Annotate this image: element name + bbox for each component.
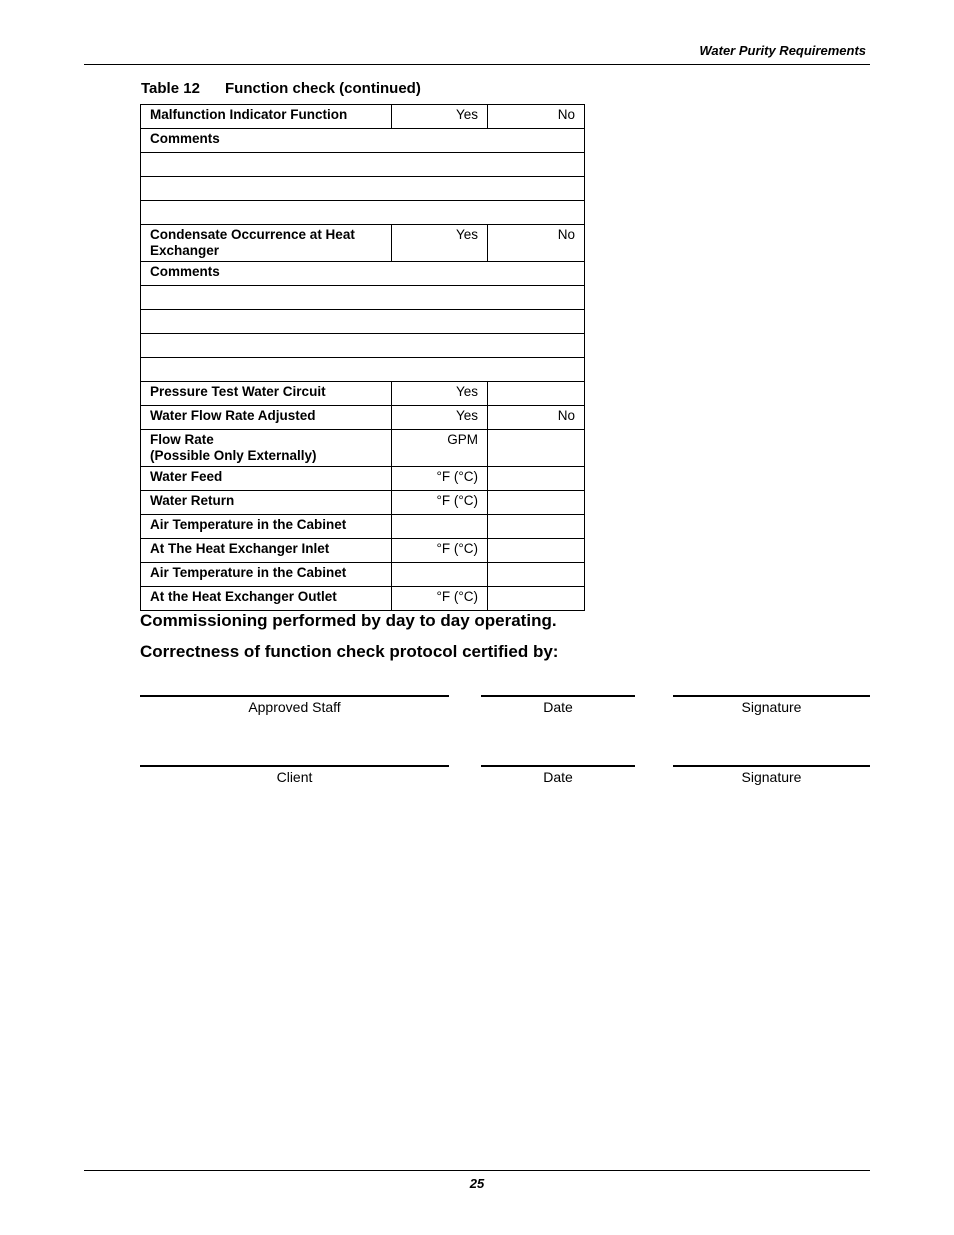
empty-cell	[488, 587, 585, 611]
yes-option: Yes	[392, 105, 488, 129]
comment-line	[141, 177, 585, 201]
row-label: At The Heat Exchanger Inlet	[141, 539, 392, 563]
table-caption	[141, 80, 421, 97]
yes-option: Yes	[392, 382, 488, 406]
table-row	[141, 105, 585, 129]
table-row	[141, 382, 585, 406]
no-option: No	[488, 105, 585, 129]
row-label	[141, 430, 392, 467]
table-row	[141, 406, 585, 430]
unit-label: °F (°C)	[392, 491, 488, 515]
table-row	[141, 430, 585, 467]
signature-label: Signature	[741, 769, 802, 785]
table-row	[141, 225, 585, 262]
comments-label: Comments	[141, 262, 585, 286]
comment-line	[141, 286, 585, 310]
unit-label: GPM	[392, 430, 488, 467]
page-number: 25	[469, 1176, 485, 1191]
empty-cell	[488, 563, 585, 587]
row-label: Air Temperature in the Cabinet	[141, 515, 392, 539]
row-label-line: Flow Rate	[150, 432, 214, 447]
table-caption-title: Function check (continued)	[225, 80, 421, 97]
signature-line	[673, 765, 870, 767]
row-label: Water Feed	[141, 467, 392, 491]
yes-option: Yes	[392, 406, 488, 430]
comment-line	[141, 358, 585, 382]
row-label: At the Heat Exchanger Outlet	[141, 587, 392, 611]
row-label-line: (Possible Only Externally)	[150, 448, 317, 463]
empty-cell	[488, 430, 585, 467]
date-label: Date	[543, 769, 573, 785]
row-label: Water Return	[141, 491, 392, 515]
table-row	[141, 262, 585, 286]
table-row	[141, 129, 585, 153]
unit-label: °F (°C)	[392, 587, 488, 611]
table-row	[141, 467, 585, 491]
blank-comment-cell	[141, 358, 585, 382]
client-label: Client	[276, 769, 313, 785]
blank-comment-cell	[141, 286, 585, 310]
row-label-line: Exchanger	[150, 243, 220, 258]
blank-comment-cell	[141, 201, 585, 225]
blank-comment-cell	[141, 153, 585, 177]
commissioning-statement: Commissioning performed by day to day operating.	[140, 611, 557, 630]
certification-statement: Correctness of function check protocol certified by:	[140, 642, 559, 661]
row-label: Pressure Test Water Circuit	[141, 382, 392, 406]
function-check-table	[140, 104, 585, 611]
table-row	[141, 539, 585, 563]
row-label: Air Temperature in the Cabinet	[141, 563, 392, 587]
row-label: Malfunction Indicator Function	[141, 105, 392, 129]
comment-line	[141, 310, 585, 334]
no-option: No	[488, 406, 585, 430]
blank-comment-cell	[141, 334, 585, 358]
unit-label: °F (°C)	[392, 467, 488, 491]
date-signature-line	[481, 765, 635, 767]
comment-line	[141, 334, 585, 358]
empty-cell	[392, 515, 488, 539]
blank-comment-cell	[141, 310, 585, 334]
date-signature-line	[481, 695, 635, 697]
no-option: No	[488, 225, 585, 262]
blank-comment-cell	[141, 177, 585, 201]
table-row	[141, 515, 585, 539]
row-label-line: Condensate Occurrence at Heat	[150, 227, 355, 242]
approved-staff-label: Approved Staff	[248, 699, 341, 715]
footer-divider	[84, 1170, 870, 1171]
row-label	[141, 225, 392, 262]
header-divider	[84, 64, 870, 65]
unit-label: °F (°C)	[392, 539, 488, 563]
table-row	[141, 563, 585, 587]
client-signature-line	[140, 765, 449, 767]
empty-cell	[488, 515, 585, 539]
approved-staff-signature-line	[140, 695, 449, 697]
yes-option: Yes	[392, 225, 488, 262]
empty-cell	[488, 539, 585, 563]
comment-line	[141, 201, 585, 225]
empty-cell	[392, 563, 488, 587]
empty-cell	[488, 491, 585, 515]
table-caption-number: Table 12	[141, 80, 200, 97]
row-label: Water Flow Rate Adjusted	[141, 406, 392, 430]
table-row	[141, 587, 585, 611]
date-label: Date	[543, 699, 573, 715]
signature-label: Signature	[741, 699, 802, 715]
empty-cell	[488, 382, 585, 406]
running-header: Water Purity Requirements	[699, 43, 866, 58]
comments-label: Comments	[141, 129, 585, 153]
signature-line	[673, 695, 870, 697]
empty-cell	[488, 467, 585, 491]
table-row	[141, 491, 585, 515]
comment-line	[141, 153, 585, 177]
